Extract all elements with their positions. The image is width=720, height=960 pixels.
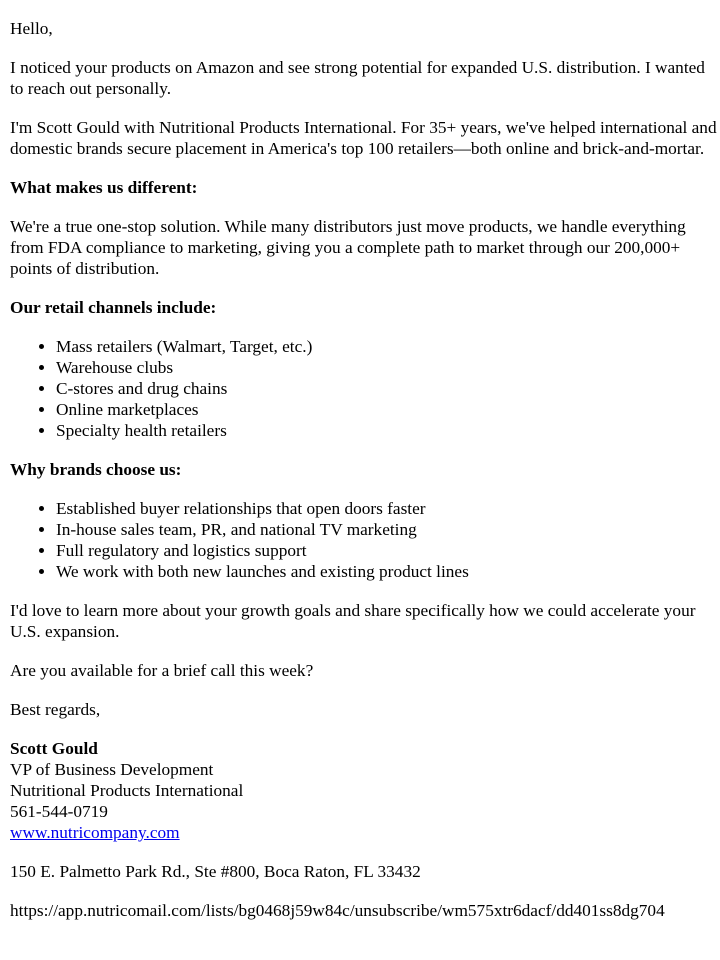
signature-title: VP of Business Development [10,760,214,779]
reasons-list [10,498,720,582]
signature-name: Scott Gould [10,739,98,758]
greeting: Hello, [10,19,53,38]
list-item: • We work with both new launches and existing product lines [56,561,720,582]
different-paragraph: We're a true one-stop solution. While many distributors just move products, we handle everything from FDA compliance to marketing, giving you a complete path to market through our 200,000+ points of distribution. [10,217,686,278]
signature-company: Nutritional Products International [10,781,244,800]
call-question: Are you available for a brief call this week? [10,661,314,680]
closing: Best regards, [10,700,101,719]
list-item: • In-house sales team, PR, and national TV marketing [56,519,720,540]
list-item: • Online marketplaces [56,399,720,420]
signature-block [10,738,720,843]
about-paragraph: I'm Scott Gould with Nutritional Products International. For 35+ years, we've helped international and domestic brands secure placement in America's top 100 retailers—both online and brick-and-mortar. [10,118,717,158]
why-heading: Why brands choose us: [10,460,182,479]
unsubscribe-url: https://app.nutricomail.com/lists/bg0468j59w84c/unsubscribe/wm575xtr6dacf/dd401ss8dg704 [10,901,665,920]
growth-paragraph: I'd love to learn more about your growth goals and share specifically how we could accelerate your U.S. expansion. [10,601,696,641]
address: 150 E. Palmetto Park Rd., Ste #800, Boca Raton, FL 33432 [10,862,421,881]
list-item: • Warehouse clubs [56,357,720,378]
list-item: • Mass retailers (Walmart, Target, etc.) [56,336,720,357]
list-item: • Full regulatory and logistics support [56,540,720,561]
channels-heading: Our retail channels include: [10,298,217,317]
signature-phone: 561-544-0719 [10,802,108,821]
channels-list [10,336,720,441]
intro-paragraph: I noticed your products on Amazon and see strong potential for expanded U.S. distribution. I wanted to reach out personally. [10,58,705,98]
list-item: • Established buyer relationships that open doors faster [56,498,720,519]
different-heading: What makes us different: [10,178,198,197]
website-link[interactable]: www.nutricompany.com [10,823,180,842]
list-item: • Specialty health retailers [56,420,720,441]
list-item: • C-stores and drug chains [56,378,720,399]
